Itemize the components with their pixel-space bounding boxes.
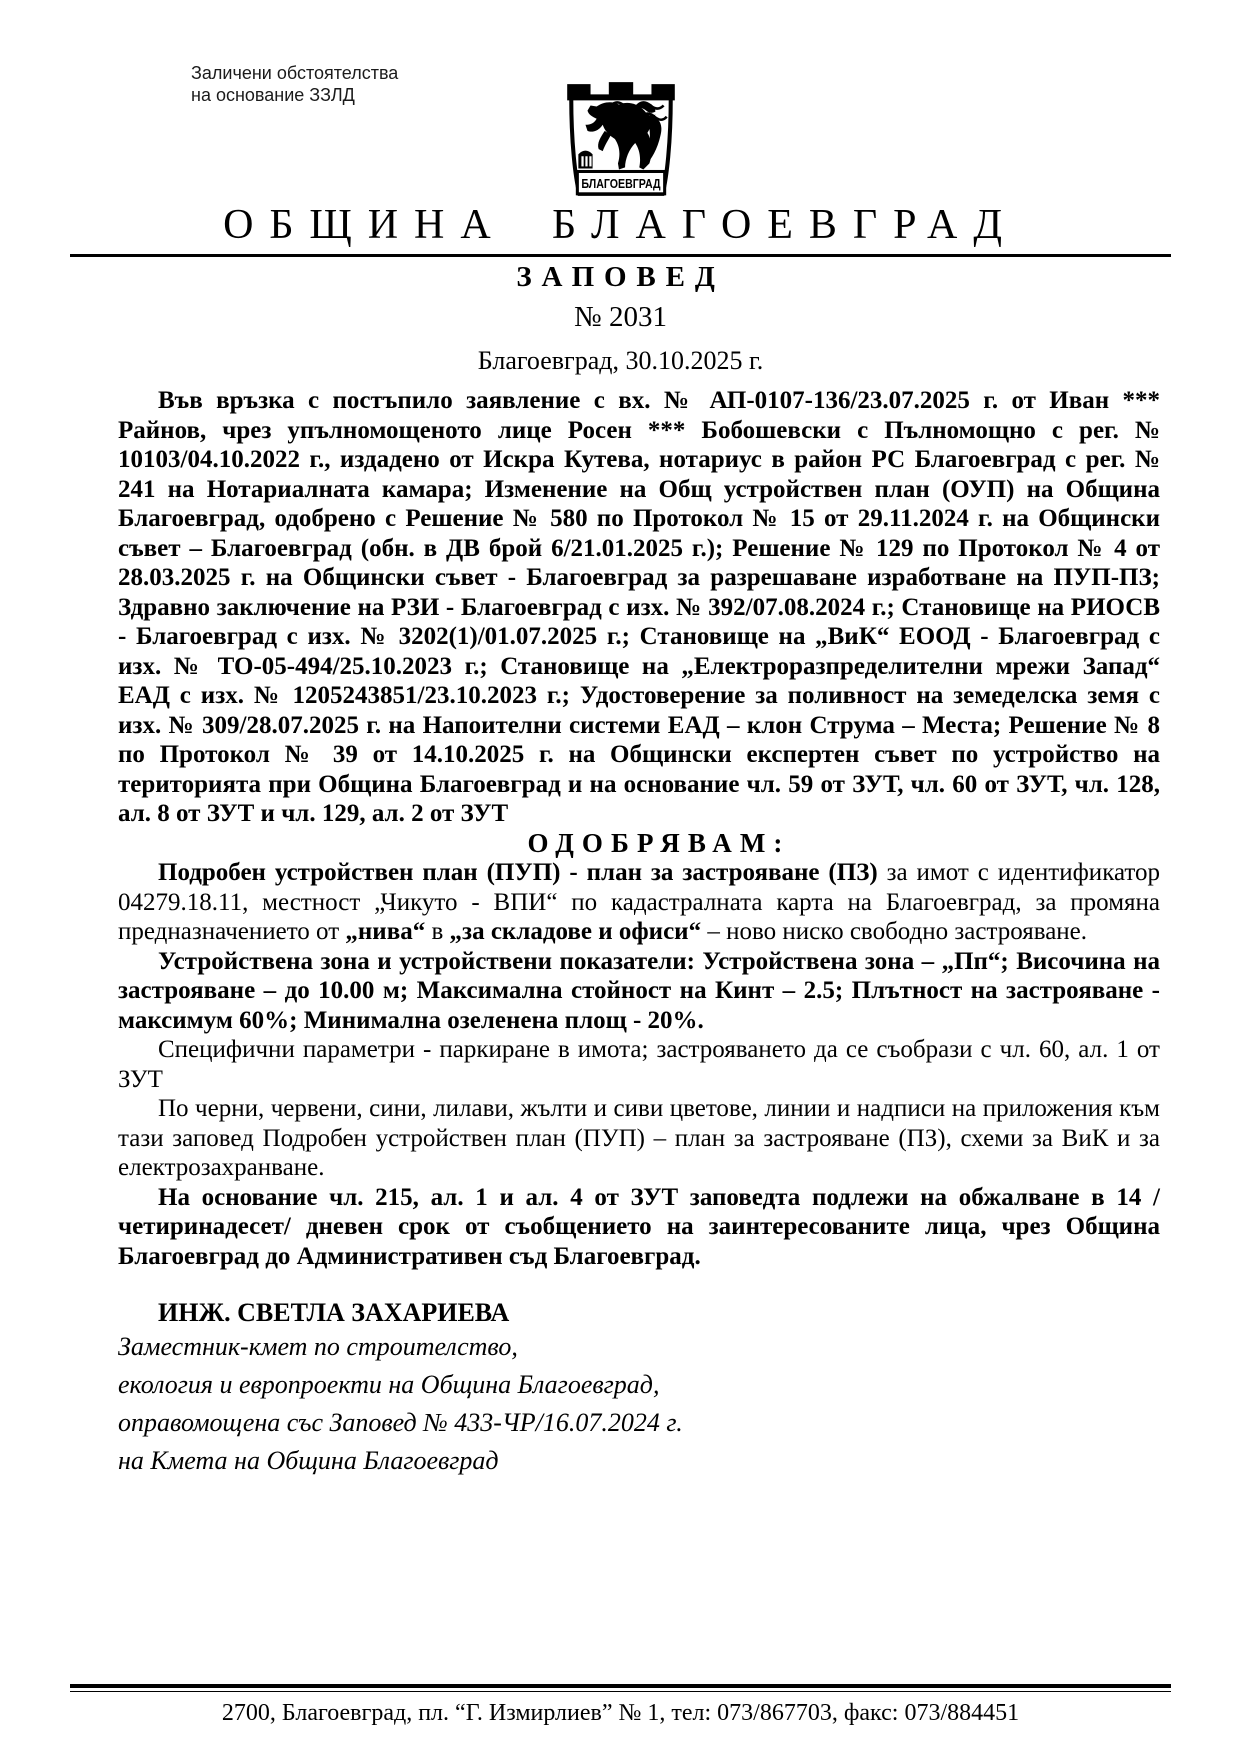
redaction-note-line2: на основание ЗЗЛД [191,85,355,105]
signatory-role-line-4: на Кмета на Община Благоевград [118,1445,499,1475]
document-number: № 2031 [574,301,667,333]
footer-address: 2700, Благоевград, пл. “Г. Измирлиев” № 1, тел: 073/867703, факс: 073/884451 [221,1700,1020,1726]
zone-parameters-paragraph: Устройствена зона и устройствени показатели: Устройствена зона – „Пп“; Височина на застрояване – до 10.00 м; Максимална стойност на Кинт – 2.5; Плътност на застрояване - максимум 60%; Минимална озеленена площ - 20%. [118,947,1160,1034]
plan-after-lead: за имот с идентификатор 04279.18.11, местност „Чикуто - ВПИ“ по кадастралната карта на Благоевград, за промяна предназначението от [118,859,1161,945]
signatory-role-line-3: оправомощена със Заповед № 433-ЧР/16.07.2024 г. [118,1407,683,1437]
signatory-name: ИНЖ. СВЕТЛА ЗАХАРИЕВА [158,1298,510,1327]
appeal-paragraph: На основание чл. 215, ал. 1 и ал. 4 от ЗУТ заповедта подлежи на обжалване в 14 /четиринадесет/ дневен срок от съобщението на заинтересованите лица, чрез Община Благоевград до Административен съд Благоевград. [118,1183,1160,1270]
blagoevgrad-coat-of-arms-icon [562,72,680,206]
plan-lead: Подробен устройствен план (ПУП) - план за застрояване (ПЗ) [158,859,878,886]
emblem-label: БЛАГОЕВГРАД [580,176,661,192]
redaction-note-line1: Заличени обстоятелства [191,63,399,83]
place-and-date: Благоевград, 30.10.2025 г. [477,346,764,375]
document-body [118,386,1160,1480]
attachments-paragraph: По черни, червени, сини, лилави, жълти и сиви цветове, линии и надписи на приложения към тази заповед Подробен устройствен план (ПУП) – план за застрояване (ПЗ), схеми за ВиК и за електрозахранване. [118,1095,1160,1181]
signature-block [118,1298,1160,1480]
footer-divider [70,1684,1171,1692]
plan-from: „нива“ [345,918,426,945]
specific-parameters-paragraph: Специфични параметри - паркиране в имота; застрояването да се съобрази с чл. 60, ал. 1 от ЗУТ [118,1036,1160,1093]
header-divider [70,254,1171,257]
plan-tail: – ново ниско свободно застрояване. [701,918,1088,945]
document-type-title: ЗАПОВЕД [516,261,725,293]
logo-container [0,72,1241,211]
plan-to: „за складове и офиси“ [449,918,702,945]
plan-paragraph [118,858,1160,947]
signatory-role-line-1: Заместник-кмет по строителство, [118,1331,518,1361]
municipality-title: ОБЩИНА БЛАГОЕВГРАД [223,202,1018,248]
signatory-role-line-2: екология и европроекти на Община Благоевград, [118,1369,660,1399]
preamble-paragraph: Във връзка с постъпило заявление с вх. № АП-0107-136/23.07.2025 г. от Иван *** Райнов, чрез упълномощеното лице Росен *** Бобошевски с Пълномощно с рег. № 10103/04.10.2022 г., издадено от Искра Кутева, нотариус в район РС Благоевград с рег. № 241 на Нотариалната камара; Изменение на Общ устройствен план (ОУП) на Община Благоевград, одобрено с Решение № 580 по Протокол № 15 от 29.11.2024 г. на Общински съвет – Благоевград (обн. в ДВ брой 6/21.01.2025 г.); Решение № 129 по Протокол № 4 от 28.03.2025 г. на Общински съвет - Благоевград за разрешаване изработване на ПУП-ПЗ; Здравно заключение на РЗИ - Благоевград с изх. № 392/07.08.2024 г.; Становище на РИОСВ - Благоевград с изх. № 3202(1)/01.07.2025 г.; Становище на „ВиК“ ЕООД - Благоевград с изх. № ТО-05-494/25.10.2023 г.; Становище на „Електроразпределителни мрежи Запад“ ЕАД с изх. № 1205243851/23.10.2023 г.; Удостоверение за поливност на земеделска земя с изх. № 309/28.07.2025 г. на Напоителни системи ЕАД – клон Струма – Места; Решение № 8 по Протокол № 39 от 14.10.2025 г. на Общински експертен съвет по устройство на територията при Община Благоевград и на основание чл. 59 от ЗУТ, чл. 60 от ЗУТ, чл. 128, ал. 8 от ЗУТ и чл. 129, ал. 2 от ЗУТ [118,387,1160,827]
approval-heading: ОДОБРЯВАМ: [527,827,791,858]
plan-between: в [425,918,450,945]
